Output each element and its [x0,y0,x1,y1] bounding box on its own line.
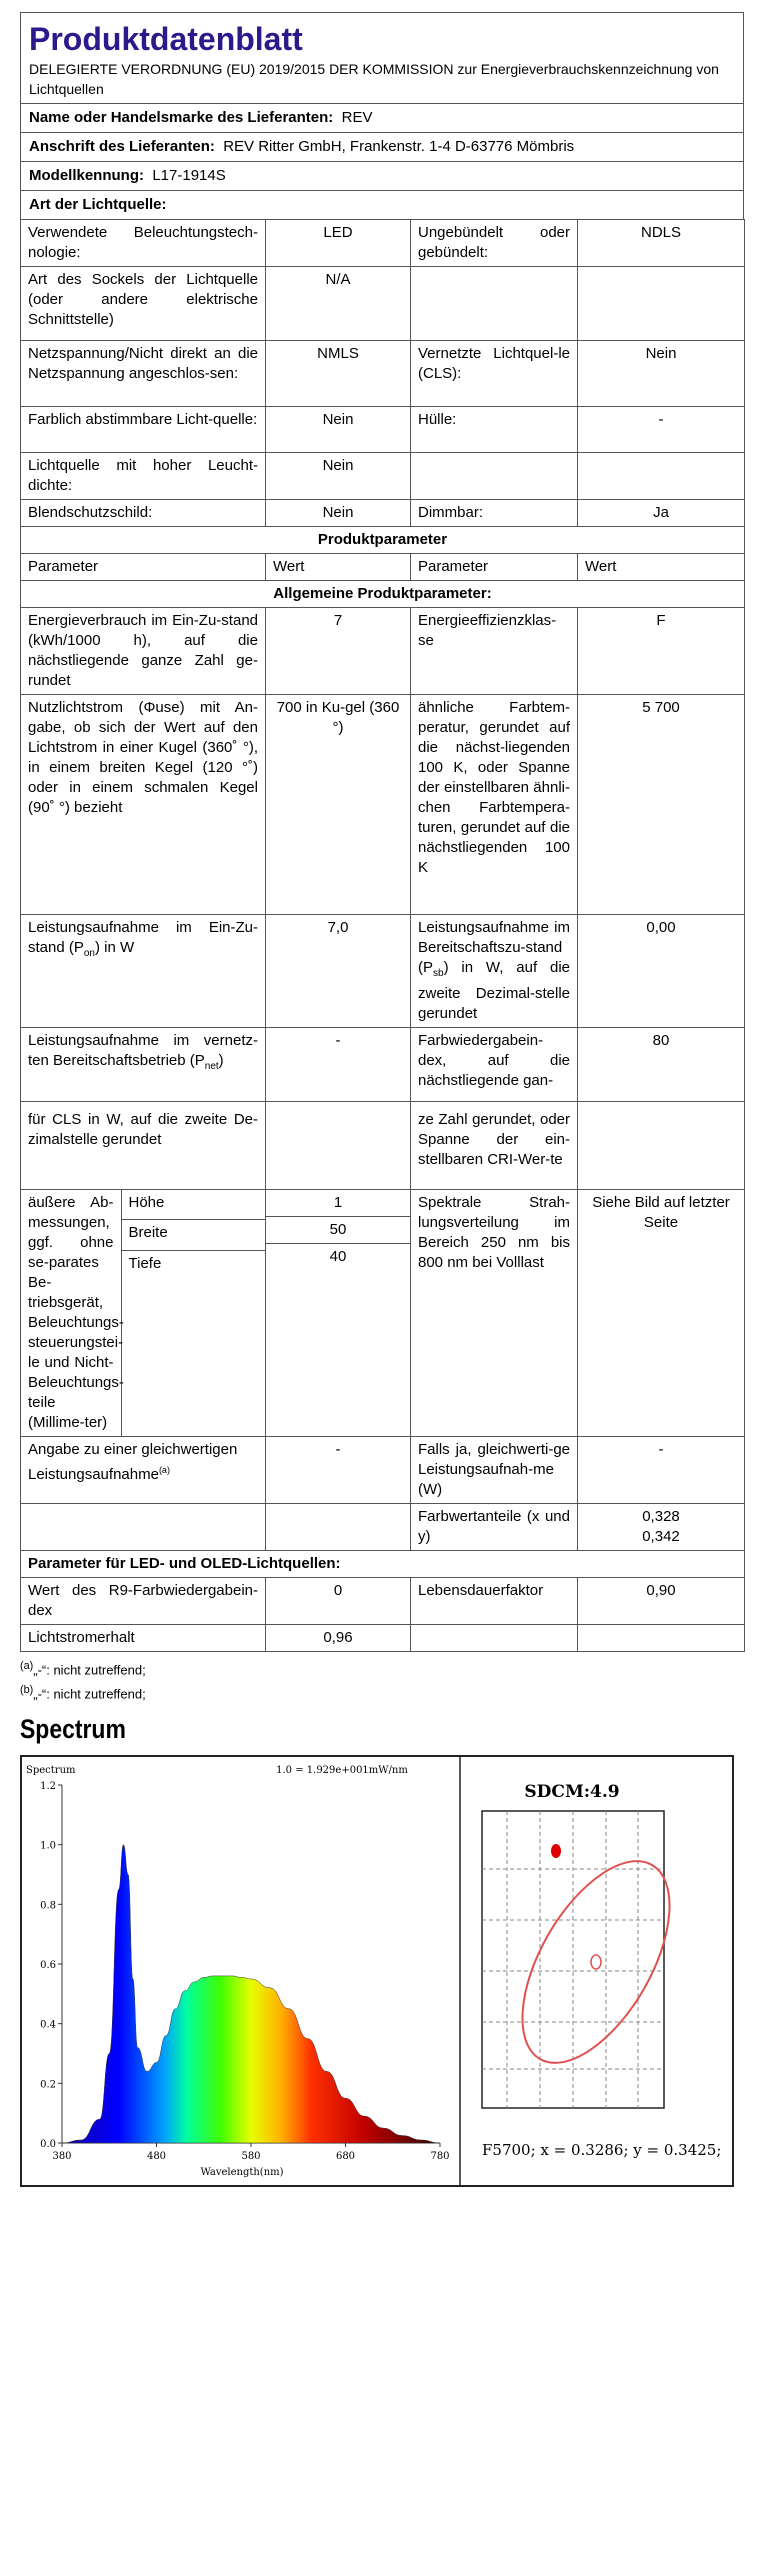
cri-value: 80 [578,1028,745,1102]
chroma-label: Farbwertanteile (x und y) [411,1504,578,1551]
scale-note: 1.0 = 1.929e+001mW/nm [276,1765,408,1776]
table-row [21,915,745,1028]
table-row [21,500,745,527]
pnet-label-tail: ) [218,1052,224,1069]
focus-value: NDLS [578,220,745,267]
cct-value: 5 700 [578,695,745,915]
depth-value: 40 [329,1248,347,1265]
footnotes [20,1656,744,1705]
col-param2-header: Parameter [411,554,578,581]
table-row [21,1437,745,1504]
high-lum-value: Nein [266,453,411,500]
pnet-value: - [266,1028,411,1102]
x-axis-label: Wavelength(nm) [200,2167,284,2178]
mains-value: NMLS [266,341,411,407]
dimensions-subtable [21,1190,265,1436]
pon-subscript: on [83,948,95,959]
spectrum-heading: Spectrum [20,1714,126,1744]
lightsource-type-row [20,190,744,219]
pon-value: 7,0 [266,915,411,1028]
y-tick-label: 0.8 [40,1900,56,1912]
psb-value: 0,00 [578,915,745,1028]
y-tick-label: 0.0 [40,2139,56,2150]
psb-subscript: sb [433,968,444,979]
sdcm-grid [482,1811,664,2108]
chroma-x: 0,328 [642,1508,680,1525]
supplier-name-row [20,103,744,132]
table-row [21,407,745,453]
footnote-b: $^{(b)}$„-“: nicht zutreffend; [20,1684,146,1702]
pnet-label-continued: für CLS in W, auf die zweite De-zimalstelle gerundet [21,1102,266,1190]
tech-value: LED [266,220,411,267]
hull-label: Hülle: [411,407,578,453]
supplier-name-value: REV [341,109,373,126]
pnet-label [21,1028,266,1102]
lightsource-type-label: Art der Lichtquelle: [29,196,167,213]
cls-value: Nein [578,341,745,407]
chroma-readout: F5700; x = 0.3286; y = 0.3425; [482,2141,722,2159]
target-point-marker [591,1955,601,1969]
spectrum-chart [22,1757,732,2185]
maint-label: Lichtstromerhalt [21,1625,266,1652]
lightsource-table [20,219,745,1652]
dim-label: Dimmbar: [411,500,578,527]
r9-value: 0 [266,1578,411,1625]
product-params-heading: Produktparameter [21,527,745,554]
col-param-header: Parameter [21,554,266,581]
measured-point-marker [551,1844,561,1858]
maint-value: 0,96 [266,1625,411,1652]
focus-label: Ungebündelt oder gebündelt: [411,220,578,267]
table-row [21,527,745,554]
table-row [21,1625,745,1652]
table-row [21,1504,745,1551]
macadam-ellipse [492,1838,699,2087]
table-row [21,608,745,695]
product-datasheet [20,12,744,1705]
depth-label: Tiefe [121,1250,265,1280]
supplier-address-label: Anschrift des Lieferanten: [29,138,215,155]
equiv-footnote-mark: (a) [158,1465,170,1475]
r9-label: Wert des R9-Farbwiedergabein-dex [21,1578,266,1625]
model-label: Modellkennung: [29,167,144,184]
psb-label [411,915,578,1028]
dimensions-cell [21,1190,266,1437]
tunable-value: Nein [266,407,411,453]
y-tick-label: 1.2 [40,1781,56,1792]
table-row [21,267,745,341]
y-tick-label: 1.0 [40,1840,56,1852]
psb-label-text: Leistungsaufnahme im Bereitschaftszu-stand (P [418,919,570,976]
life-value: 0,90 [578,1578,745,1625]
pon-label [21,915,266,1028]
socket-label: Art des Sockels der Lichtquelle (oder andere elektrische Schnittstelle) [21,267,266,341]
width-value: 50 [266,1217,410,1244]
glare-label: Blendschutzschild: [21,500,266,527]
equiv-value: - [266,1437,411,1504]
psb-label-tail: ) in W, auf die zweite Dezimal-stelle gerundet [418,959,570,1022]
y-tick-label: 0.2 [40,2079,56,2091]
socket-value: N/A [266,267,411,341]
ifyes-value: - [578,1437,745,1504]
supplier-address-row [20,132,744,161]
page-title: Produktdatenblatt [29,21,303,57]
x-tick-label: 380 [52,2151,72,2162]
spd-value: Siehe Bild auf letzter Seite [578,1190,745,1437]
eclass-value: F [578,608,745,695]
footnote-a: $^{(a)}$„-“: nicht zutreffend; [20,1660,146,1678]
height-value: 1 [266,1190,410,1217]
table-row [21,1190,745,1437]
table-header-row [21,554,745,581]
flux-value: 700 in Ku-gel (360 °) [266,695,411,915]
pon-label-tail: ) in W [95,939,135,956]
table-row [21,1028,745,1102]
eclass-label: Energieeffizienzklas-se [411,608,578,695]
x-tick-label: 680 [335,2151,356,2162]
pnet-subscript: net [204,1061,219,1072]
hull-value: - [578,407,745,453]
width-label: Breite [121,1220,265,1250]
tech-label: Verwendete Beleuchtungstech-nologie: [21,220,266,267]
supplier-name-label: Name oder Handelsmarke des Lieferanten: [29,109,334,126]
table-row [21,341,745,407]
table-row [21,220,745,267]
table-row [21,1102,745,1190]
equiv-label: Angabe zu einer gleichwertigen Leistungsaufnahme$^{(a)}$ [21,1437,266,1504]
x-tick-label: 480 [146,2151,167,2162]
dims-label: äußere Ab-messungen, ggf. ohne se-parates Be-triebsgerät, Beleuchtungs-steuerungstei-le und Nicht-Beleuchtungs-teile (Millime-ter) [21,1190,121,1436]
sdcm-label: SDCM:4.9 [524,1782,620,1802]
x-tick-label: 780 [430,2151,450,2162]
cri-label-continued: ze Zahl gerundet, oder Spanne der ein-stellbaren CRI-Wer-te [411,1102,578,1190]
ifyes-label: Falls ja, gleichwerti-ge Leistungsaufnah-me (W) [411,1437,578,1504]
table-row [21,695,745,915]
spectrum-curve [62,1845,440,2143]
high-lum-label: Lichtquelle mit hoher Leucht-dichte: [21,453,266,500]
x-tick-label: 580 [241,2151,261,2162]
mains-label: Netzspannung/Nicht direkt an die Netzspannung angeschlos-sen: [21,341,266,407]
y-tick-label: 0.6 [40,1960,56,1971]
tunable-label: Farblich abstimmbare Licht-quelle: [21,407,266,453]
table-row [21,581,745,608]
glare-value: Nein [266,500,411,527]
header-block [20,12,744,103]
cls-label: Vernetzte Lichtquel-le (CLS): [411,341,578,407]
table-row [21,453,745,500]
spectrum-figure [20,1755,734,2187]
col-value2-header: Wert [578,554,745,581]
table-row [21,1551,745,1578]
flux-label: Nutzlichtstrom (Φuse) mit An-gabe, ob sich der Wert auf den Lichtstrom in einer Kugel (360˚ °), in einem breiten Kegel (120 °˚) oder in einem schmalen Kegel (90˚ °) bezieht [21,695,266,915]
cri-label: Farbwiedergabein-dex, auf die nächstliegende gan- [411,1028,578,1102]
plot-label: Spectrum [26,1765,76,1776]
general-params-heading: Allgemeine Produktparameter: [21,581,745,608]
led-params-heading: Parameter für LED- und OLED-Lichtquellen: [21,1551,745,1578]
col-value-header: Wert [266,554,411,581]
chroma-y: 0,342 [642,1528,680,1545]
regulation-subtitle: DELEGIERTE VERORDNUNG (EU) 2019/2015 DER KOMMISSION zur Energieverbrauchskennzeichnung von Lichtquellen [29,61,719,97]
chroma-values [578,1504,745,1551]
height-label: Höhe [121,1190,265,1220]
model-row [20,161,744,190]
y-tick-label: 0.4 [40,2019,56,2031]
model-value: L17-1914S [152,167,226,184]
dim-value: Ja [578,500,745,527]
pon-label-text: Leistungsaufnahme im Ein-Zu-stand (P [28,919,258,956]
life-label: Lebensdauerfaktor [411,1578,578,1625]
table-row [21,1578,745,1625]
dimensions-values-cell [266,1190,411,1437]
energy-value: 7 [266,608,411,695]
pnet-label-text: Leistungsaufnahme im vernetz-ten Bereitschaftsbetrieb (P [28,1032,258,1069]
spd-label: Spektrale Strah-lungsverteilung im Bereich 250 nm bis 800 nm bei Volllast [411,1190,578,1437]
cct-label: ähnliche Farbtem-peratur, gerundet auf die nächst-liegenden 100 K, oder Spanne der einstellbaren ähnli-chen Farbtempera-turen, gerundet auf die nächstliegenden 100 K [411,695,578,915]
supplier-address-value: REV Ritter GmbH, Frankenstr. 1-4 D-63776 Mömbris [223,138,575,155]
energy-label: Energieverbrauch im Ein-Zu-stand (kWh/1000 h), auf die nächstliegende ganze Zahl ge-rundet [21,608,266,695]
